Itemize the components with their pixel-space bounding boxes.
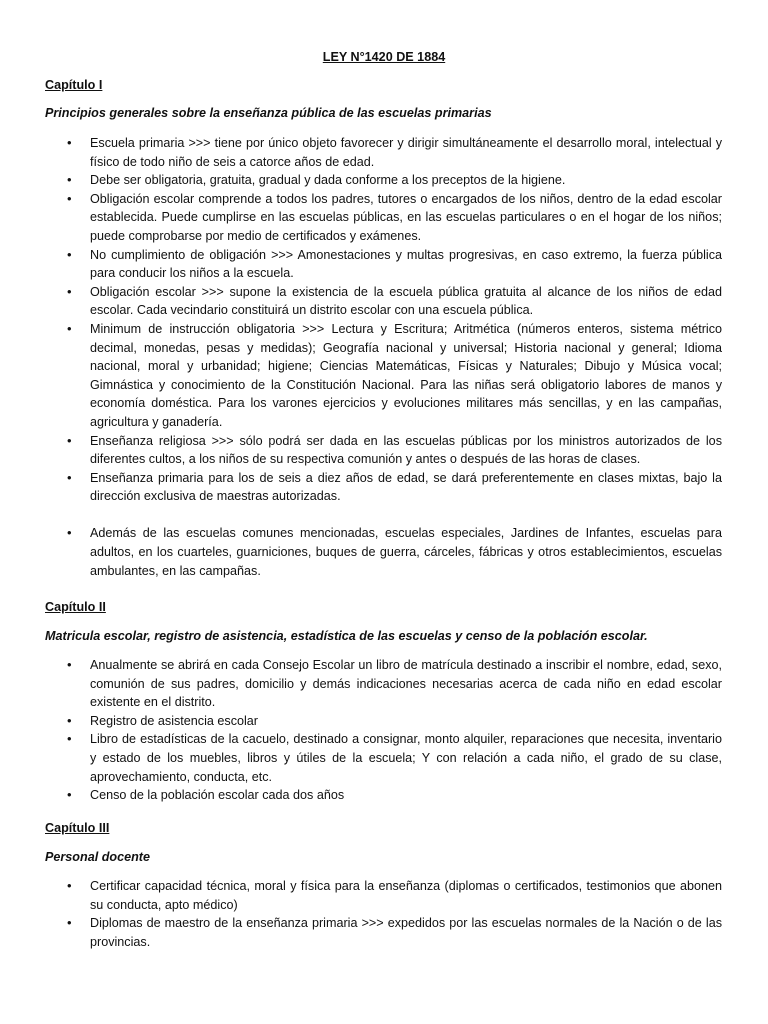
chapter-3-list [0,877,768,951]
list-item: • Además de las escuelas comunes mencionadas, escuelas especiales, Jardines de Infantes, escuelas para adultos, en los cuarteles, guarniciones, buques de guerra, cárceles, fábricas y otros establecimientos, escuelas ambulantes, en las campañas. [0,524,768,580]
list-item: • Obligación escolar comprende a todos los padres, tutores o encargados de los niños, dentro de la edad escolar establecida. Puede cumplirse en las escuelas públicas, en las escuelas particulares o en el hogar de los niños; puede comprobarse por medio de certificados y exámenes. [0,190,768,246]
chapter-2-subtitle: Matricula escolar, registro de asistencia, estadística de las escuelas y censo de la población escolar. [45,629,648,643]
list-item: • Anualmente se abrirá en cada Consejo Escolar un libro de matrícula destinado a inscribir el nombre, edad, sexo, comunión de sus padres, domicilio y demás indicaciones necesarias acerca de cada niño en edad escolar existente en el distrito. [0,656,768,712]
list-item: • Enseñanza primaria para los de seis a diez años de edad, se dará preferentemente en clases mixtas, bajo la dirección exclusiva de maestras autorizadas. [0,469,768,506]
chapter-2-list [0,656,768,805]
chapter-3-heading: Capítulo III [45,821,110,835]
chapter-1-heading: Capítulo I [45,78,103,92]
list-item: • Escuela primaria >>> tiene por único objeto favorecer y dirigir simultáneamente el desarrollo moral, intelectual y físico de todo niño de seis a catorce años de edad. [0,134,768,171]
list-item: • Certificar capacidad técnica, moral y física para la enseñanza (diplomas o certificados, testimonios que abonen su conducta, apto médico) [0,877,768,914]
list-item: • No cumplimiento de obligación >>> Amonestaciones y multas progresivas, en caso extremo, la fuerza pública para conducir los niños a la escuela. [0,246,768,283]
list-item: • Censo de la población escolar cada dos años [0,786,768,805]
list-item: • Obligación escolar >>> supone la existencia de la escuela pública gratuita al alcance de los niños de edad escolar. Cada vecindario constituirá un distrito escolar con una escuela pública. [0,283,768,320]
document-title: LEY N°1420 DE 1884 [322,50,446,64]
list-item: • Libro de estadísticas de la cacuelo, destinado a consignar, monto alquiler, reparaciones que necesita, inventario y estado de los muebles, libros y útiles de la escuela; Y con relación a cada niño, el grado de su clase, aprovechamiento, conducta, etc. [0,730,768,786]
list-item: • Enseñanza religiosa >>> sólo podrá ser dada en las escuelas públicas por los ministros autorizados de los diferentes cultos, a los niños de su respectiva comunión y antes o después de las horas de clases. [0,432,768,469]
list-item: • Minimum de instrucción obligatoria >>> Lectura y Escritura; Aritmética (números enteros, sistema métrico decimal, monedas, pesas y medidas); Geografía nacional y universal; Historia nacional y general; Idioma nacional, moral y urbanidad; higiene; Ciencias Matemáticas, Físicas y Naturales; Dibujo y Música vocal; Gimnástica y conocimiento de la Constitución Nacional. Para las niñas será obligatorio labores de manos y economía doméstica. Para los varones ejercicios y evoluciones militares más sencillas, y en las campañas, agricultura y ganadería. [0,320,768,432]
list-item: • Registro de asistencia escolar [0,712,768,731]
chapter-2-heading: Capítulo II [45,600,106,614]
chapter-1-subtitle: Principios generales sobre la enseñanza pública de las escuelas primarias [45,106,492,120]
chapter-3-subtitle: Personal docente [45,850,150,864]
list-item: • Diplomas de maestro de la enseñanza primaria >>> expedidos por las escuelas normales de la Nación o de las provincias. [0,914,768,951]
list-item: • Debe ser obligatoria, gratuita, gradual y dada conforme a los preceptos de la higiene. [0,171,768,190]
chapter-1-list [0,134,768,580]
